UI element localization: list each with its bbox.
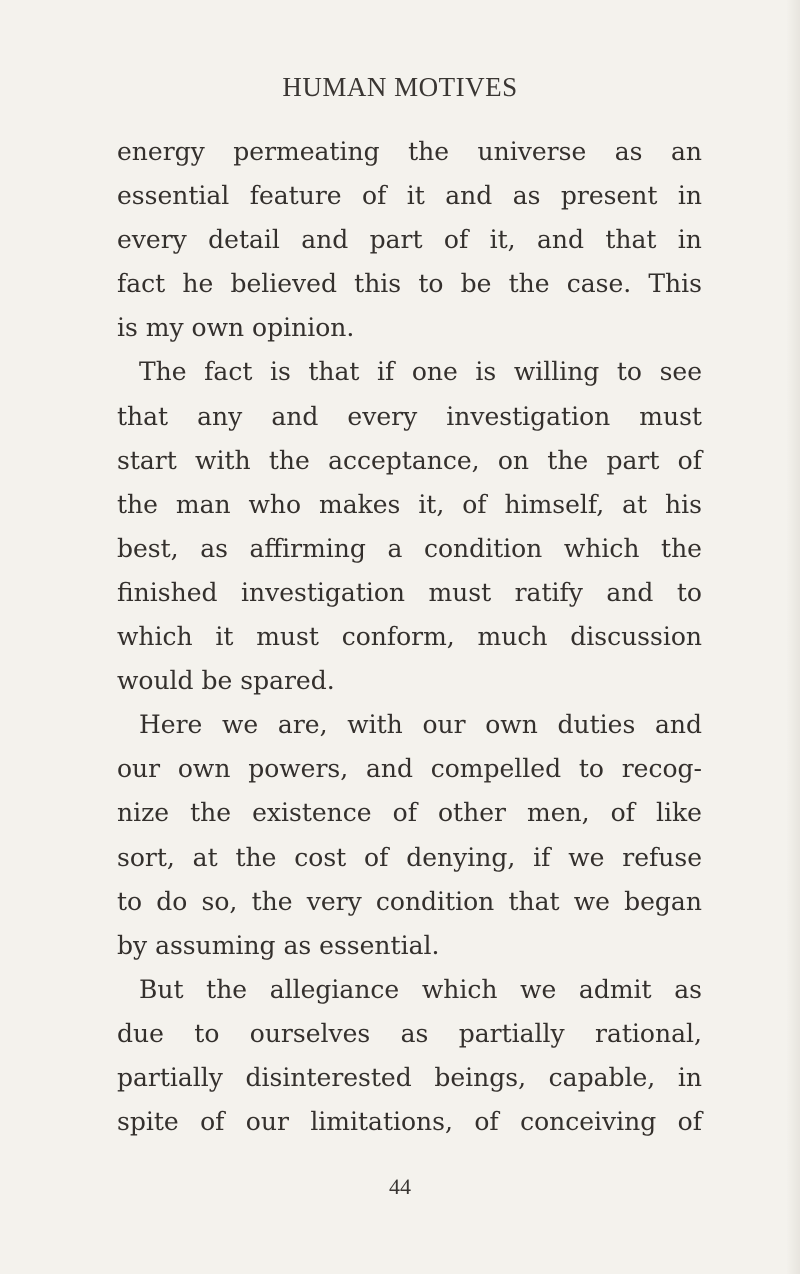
page-number: 44 [389, 1174, 411, 1199]
text-line: energy permeating the universe as an [117, 137, 702, 166]
text-line: best, as affirming a condition which the [117, 533, 702, 563]
text-line: essential feature of it and as present in [117, 181, 702, 211]
text-line: the man who makes it, of himself, at his [117, 489, 702, 519]
text-line: finished investigation must ratify and to [117, 577, 702, 607]
text-line: our own powers, and compelled to recog- [117, 754, 702, 784]
text-line: which it must conform, much discussion [117, 622, 702, 652]
running-head: HUMAN MOTIVES [282, 72, 518, 102]
text-line: to do so, the very condition that we began [117, 886, 702, 916]
text-line: is my own opinion. [117, 313, 355, 343]
text-line: every detail and part of it, and that in [117, 225, 702, 255]
text-line: sort, at the cost of denying, if we refuse [117, 842, 702, 872]
body-text [117, 136, 702, 1150]
paragraph-first-line: But the allegiance which we admit as [139, 974, 702, 1004]
text-line: nize the existence of other men, of like [117, 798, 702, 828]
text-line: spite of our limitations, of conceiving of [117, 1107, 702, 1137]
paragraph-first-line: Here we are, with our own duties and [139, 710, 702, 740]
text-line: partially disinterested beings, capable, in [117, 1062, 702, 1092]
text-line: that any and every investigation must [117, 401, 702, 431]
text-line: by assuming as essential. [117, 930, 440, 960]
page-edge-shadow [786, 0, 800, 1274]
text-line: fact he believed this to be the case. This [117, 269, 702, 299]
text-line: would be spared. [117, 666, 335, 696]
paragraph-first-line: The fact is that if one is willing to see [139, 357, 702, 387]
text-line: start with the acceptance, on the part of [117, 445, 702, 475]
text-line: due to ourselves as partially rational, [117, 1018, 702, 1048]
